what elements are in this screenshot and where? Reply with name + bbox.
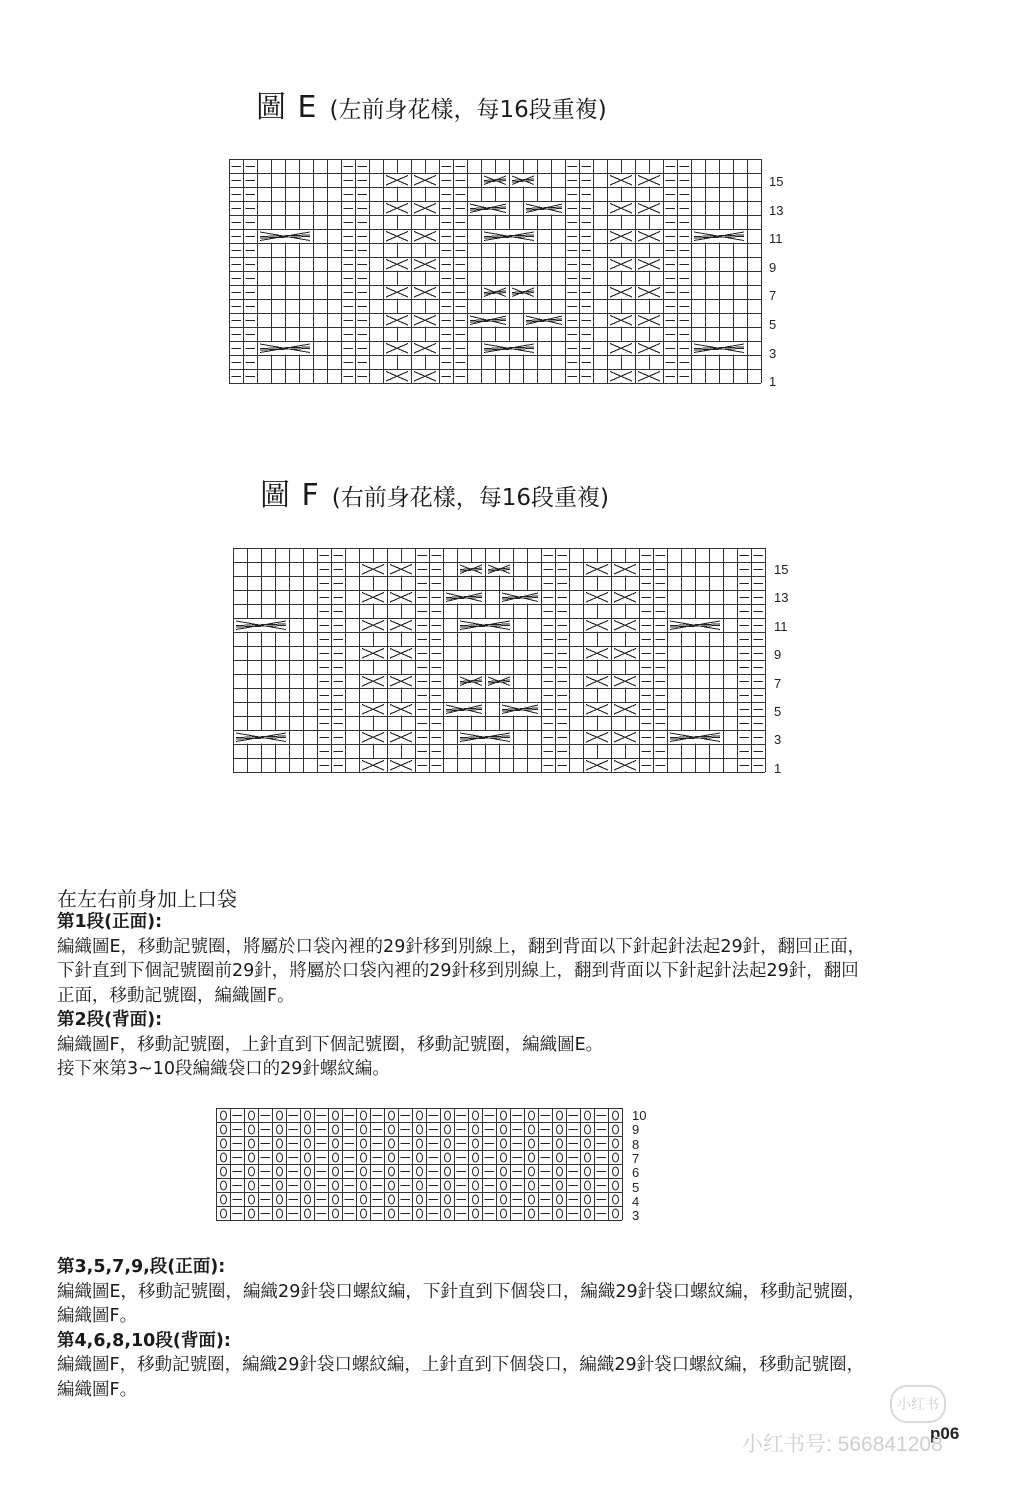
row-number-label: 7 [632, 1150, 640, 1166]
row-number-label: 7 [769, 288, 777, 304]
twisted-knit-symbol [389, 1195, 395, 1204]
row2-heading: 第2段(背面): [57, 1010, 163, 1030]
row1-line: 正面，移動記號圈，編織圖F。 [57, 985, 295, 1006]
watermark-id: 小红书号: 566841208 [742, 1433, 943, 1456]
twisted-knit-symbol [529, 1167, 535, 1176]
twisted-knit-symbol [333, 1167, 339, 1176]
twisted-knit-symbol [417, 1167, 423, 1176]
row1-heading: 第1段(正面): [57, 912, 163, 932]
twisted-knit-symbol [473, 1125, 479, 1134]
twisted-knit-symbol [417, 1181, 423, 1190]
twisted-knit-symbol [473, 1111, 479, 1120]
even-rows-line: 編織圖F。 [57, 1379, 138, 1400]
twisted-knit-symbol [585, 1125, 591, 1134]
twisted-knit-symbol [277, 1125, 283, 1134]
twisted-knit-symbol [557, 1181, 563, 1190]
twisted-knit-symbol [445, 1209, 451, 1218]
twisted-knit-symbol [613, 1111, 619, 1120]
twisted-knit-symbol [389, 1111, 395, 1120]
twisted-knit-symbol [529, 1111, 535, 1120]
row-number-label: 6 [632, 1165, 640, 1181]
chart-e-title-main: 圖 E [256, 90, 318, 125]
twisted-knit-symbol [557, 1167, 563, 1176]
pocket-rib-chart [216, 1108, 628, 1222]
twisted-knit-symbol [305, 1167, 311, 1176]
row-number-label: 11 [769, 231, 783, 247]
row1-line: 下針直到下個記號圈前29針，將屬於口袋內裡的29針移到別線上，翻到背面以下針起針法起29針，翻回 [57, 961, 859, 981]
row-number-label: 9 [632, 1122, 640, 1138]
twisted-knit-symbol [305, 1195, 311, 1204]
row2-line: 編織圖F，移動記號圈，上針直到下個記號圈，移動記號圈，編織圖E。 [57, 1034, 604, 1055]
twisted-knit-symbol [221, 1209, 227, 1218]
twisted-knit-symbol [389, 1209, 395, 1218]
twisted-knit-symbol [221, 1181, 227, 1190]
twisted-knit-symbol [361, 1195, 367, 1204]
chart-e-grid [229, 159, 765, 387]
instructions-block-2 [57, 1255, 977, 1402]
odd-rows-line: 編織圖F。 [57, 1306, 138, 1326]
twisted-knit-symbol [529, 1195, 535, 1204]
twisted-knit-symbol [249, 1181, 255, 1190]
even-rows-heading: 第4,6,8,10段(背面): [57, 1330, 231, 1351]
twisted-knit-symbol [333, 1195, 339, 1204]
twisted-knit-symbol [613, 1195, 619, 1204]
chart-e-title [256, 82, 607, 126]
twisted-knit-symbol [501, 1167, 507, 1176]
twisted-knit-symbol [221, 1167, 227, 1176]
twisted-knit-symbol [585, 1209, 591, 1218]
twisted-knit-symbol [221, 1139, 227, 1148]
twisted-knit-symbol [613, 1209, 619, 1218]
row1-line: 編織圖E，移動記號圈，將屬於口袋內裡的29針移到別線上，翻到背面以下針起針法起29針，翻回正面， [57, 936, 866, 957]
twisted-knit-symbol [277, 1153, 283, 1162]
odd-rows-line: 編織圖E，移動記號圈，編織29針袋口螺紋編，下針直到下個袋口，編織29針袋口螺紋編，移動記號圈， [57, 1281, 866, 1302]
section-title: 在左右前身加上口袋 [57, 887, 237, 911]
row-number-label: 4 [632, 1193, 640, 1209]
twisted-knit-symbol [473, 1181, 479, 1190]
row-number-label: 5 [632, 1179, 640, 1195]
twisted-knit-symbol [557, 1153, 563, 1162]
twisted-knit-symbol [221, 1125, 227, 1134]
twisted-knit-symbol [557, 1139, 563, 1148]
twisted-knit-symbol [557, 1111, 563, 1120]
row2-line: 接下來第3~10段編織袋口的29針螺紋編。 [57, 1059, 390, 1079]
twisted-knit-symbol [333, 1181, 339, 1190]
row-number-label: 3 [769, 345, 777, 361]
twisted-knit-symbol [473, 1209, 479, 1218]
twisted-knit-symbol [277, 1167, 283, 1176]
twisted-knit-symbol [361, 1167, 367, 1176]
twisted-knit-symbol [361, 1139, 367, 1148]
row-number-label: 15 [774, 562, 789, 577]
twisted-knit-symbol [557, 1125, 563, 1134]
twisted-knit-symbol [501, 1209, 507, 1218]
twisted-knit-symbol [613, 1125, 619, 1134]
twisted-knit-symbol [305, 1139, 311, 1148]
twisted-knit-symbol [529, 1181, 535, 1190]
row-number-label: 11 [774, 618, 788, 634]
twisted-knit-symbol [501, 1139, 507, 1148]
twisted-knit-symbol [529, 1139, 535, 1148]
odd-rows-heading: 第3,5,7,9,段(正面): [57, 1257, 226, 1277]
twisted-knit-symbol [529, 1209, 535, 1218]
twisted-knit-symbol [249, 1195, 255, 1204]
twisted-knit-symbol [613, 1153, 619, 1162]
twisted-knit-symbol [305, 1209, 311, 1218]
twisted-knit-symbol [473, 1167, 479, 1176]
twisted-knit-symbol [557, 1195, 563, 1204]
twisted-knit-symbol [333, 1125, 339, 1134]
twisted-knit-symbol [277, 1111, 283, 1120]
twisted-knit-symbol [361, 1181, 367, 1190]
row-number-label: 8 [632, 1136, 640, 1152]
row-number-label: 15 [769, 174, 784, 189]
twisted-knit-symbol [361, 1125, 367, 1134]
twisted-knit-symbol [249, 1139, 255, 1148]
row-number-label: 13 [769, 202, 784, 218]
chart-f-grid [233, 548, 769, 774]
twisted-knit-symbol [473, 1153, 479, 1162]
row-number-label: 5 [769, 317, 777, 332]
twisted-knit-symbol [473, 1139, 479, 1148]
twisted-knit-symbol [277, 1195, 283, 1204]
chart-f-title-sub: (右前身花樣，每16段重複) [331, 485, 610, 511]
twisted-knit-symbol [221, 1111, 227, 1120]
twisted-knit-symbol [389, 1139, 395, 1148]
twisted-knit-symbol [277, 1181, 283, 1190]
twisted-knit-symbol [529, 1153, 535, 1162]
chart-f-title [260, 470, 609, 514]
twisted-knit-symbol [501, 1153, 507, 1162]
row-number-label: 9 [774, 647, 782, 663]
twisted-knit-symbol [361, 1111, 367, 1120]
chart-f-title-main: 圖 F [260, 478, 320, 513]
twisted-knit-symbol [389, 1125, 395, 1134]
twisted-knit-symbol [221, 1195, 227, 1204]
twisted-knit-symbol [305, 1125, 311, 1134]
watermark-badge: 小红书 [890, 1385, 946, 1423]
twisted-knit-symbol [445, 1125, 451, 1134]
twisted-knit-symbol [305, 1181, 311, 1190]
twisted-knit-symbol [445, 1111, 451, 1120]
twisted-knit-symbol [529, 1125, 535, 1134]
twisted-knit-symbol [389, 1167, 395, 1176]
twisted-knit-symbol [249, 1111, 255, 1120]
twisted-knit-symbol [613, 1139, 619, 1148]
twisted-knit-symbol [417, 1195, 423, 1204]
twisted-knit-symbol [249, 1209, 255, 1218]
twisted-knit-symbol [417, 1139, 423, 1148]
twisted-knit-symbol [277, 1209, 283, 1218]
twisted-knit-symbol [277, 1139, 283, 1148]
twisted-knit-symbol [445, 1195, 451, 1204]
twisted-knit-symbol [501, 1195, 507, 1204]
row-number-label: 5 [774, 704, 782, 719]
twisted-knit-symbol [445, 1139, 451, 1148]
twisted-knit-symbol [221, 1153, 227, 1162]
twisted-knit-symbol [501, 1125, 507, 1134]
twisted-knit-symbol [417, 1125, 423, 1134]
row-number-label: 10 [632, 1108, 647, 1123]
twisted-knit-symbol [389, 1153, 395, 1162]
twisted-knit-symbol [249, 1153, 255, 1162]
twisted-knit-symbol [249, 1167, 255, 1176]
twisted-knit-symbol [417, 1209, 423, 1218]
twisted-knit-symbol [361, 1209, 367, 1218]
twisted-knit-symbol [613, 1167, 619, 1176]
twisted-knit-symbol [333, 1153, 339, 1162]
page-number: p06 [930, 1424, 960, 1443]
twisted-knit-symbol [613, 1181, 619, 1190]
twisted-knit-symbol [585, 1181, 591, 1190]
twisted-knit-symbol [473, 1195, 479, 1204]
chart-e-title-sub: (左前身花樣，每16段重複) [329, 97, 607, 123]
twisted-knit-symbol [249, 1125, 255, 1134]
row-number-label: 7 [774, 675, 782, 691]
instructions-block-1 [57, 910, 977, 1082]
twisted-knit-symbol [333, 1139, 339, 1148]
row-number-label: 1 [774, 760, 782, 776]
twisted-knit-symbol [557, 1209, 563, 1218]
even-rows-line: 編織圖F，移動記號圈，編織29針袋口螺紋編，上針直到下個袋口，編織29針袋口螺紋編，移動記號圈， [57, 1355, 865, 1375]
twisted-knit-symbol [417, 1153, 423, 1162]
twisted-knit-symbol [585, 1153, 591, 1162]
twisted-knit-symbol [305, 1111, 311, 1120]
twisted-knit-symbol [361, 1153, 367, 1162]
twisted-knit-symbol [585, 1111, 591, 1120]
twisted-knit-symbol [501, 1111, 507, 1120]
row-number-label: 3 [774, 732, 782, 748]
row-number-label: 3 [632, 1208, 640, 1224]
twisted-knit-symbol [445, 1153, 451, 1162]
twisted-knit-symbol [501, 1181, 507, 1190]
twisted-knit-symbol [417, 1111, 423, 1120]
twisted-knit-symbol [305, 1153, 311, 1162]
twisted-knit-symbol [585, 1139, 591, 1148]
row-number-label: 1 [769, 374, 777, 390]
twisted-knit-symbol [333, 1209, 339, 1218]
twisted-knit-symbol [333, 1111, 339, 1120]
twisted-knit-symbol [585, 1195, 591, 1204]
row-number-label: 13 [774, 590, 789, 606]
twisted-knit-symbol [445, 1181, 451, 1190]
row-number-label: 9 [769, 259, 777, 275]
twisted-knit-symbol [585, 1167, 591, 1176]
twisted-knit-symbol [445, 1167, 451, 1176]
twisted-knit-symbol [389, 1181, 395, 1190]
